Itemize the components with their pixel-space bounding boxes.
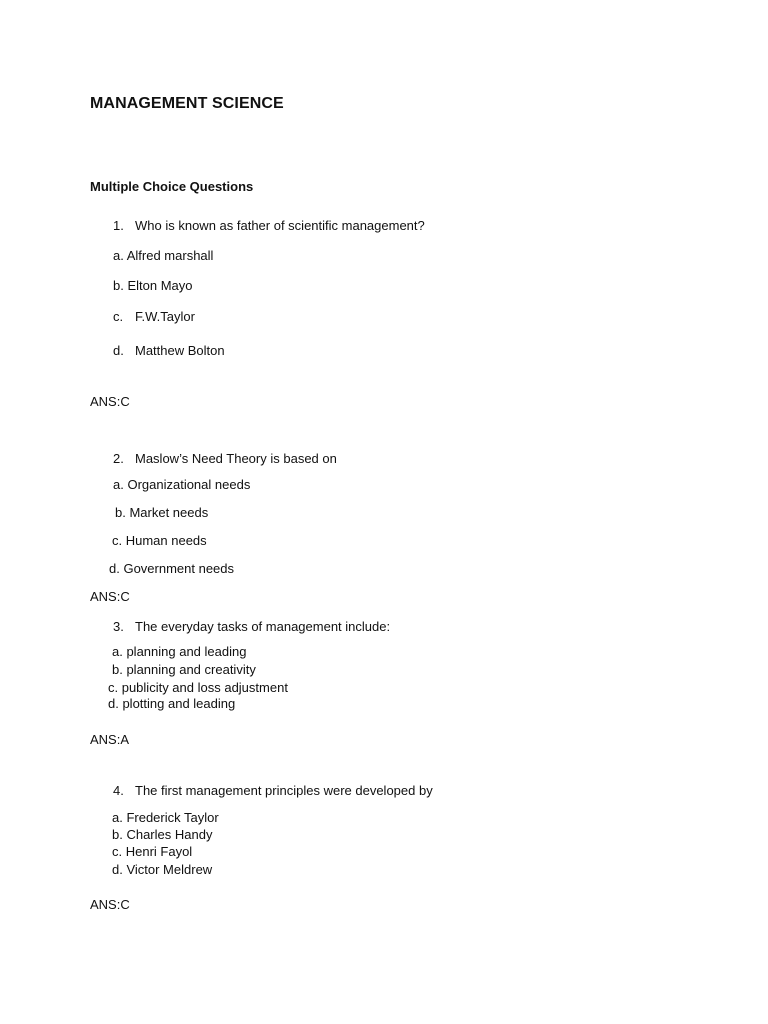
option-d: d. Government needs	[109, 561, 235, 576]
option-marker: c.	[113, 309, 124, 324]
question-number: 4.	[113, 783, 124, 798]
option-a: a. Organizational needs	[113, 477, 251, 492]
answer-2: ANS:C	[90, 589, 130, 604]
option-d: d. Victor Meldrew	[112, 862, 213, 877]
option-marker: d.	[113, 343, 124, 358]
option-a: a. Frederick Taylor	[112, 810, 219, 825]
answer-3: ANS:A	[90, 732, 130, 747]
option-b: b. planning and creativity	[112, 662, 256, 677]
option-a: a. planning and leading	[112, 644, 247, 659]
answer-1: ANS:C	[90, 394, 130, 409]
option-d: d. plotting and leading	[108, 696, 236, 711]
option-d	[113, 343, 225, 359]
question-text: The first management principles were developed by	[135, 783, 433, 798]
section-heading: Multiple Choice Questions	[90, 179, 254, 194]
question-4	[113, 783, 433, 799]
question-number: 2.	[113, 451, 124, 466]
option-c: c. Henri Fayol	[112, 844, 193, 859]
question-text: Maslow’s Need Theory is based on	[135, 451, 337, 466]
option-c: c. publicity and loss adjustment	[108, 680, 288, 695]
question-3	[113, 619, 390, 635]
option-c	[113, 309, 195, 325]
document-title: MANAGEMENT SCIENCE	[90, 95, 284, 112]
option-text: F.W.Taylor	[135, 309, 195, 324]
option-b: b. Market needs	[115, 505, 209, 520]
option-a: a. Alfred marshall	[113, 248, 214, 263]
question-2	[113, 451, 337, 467]
question-text: Who is known as father of scientific management?	[135, 218, 425, 233]
option-b: b. Charles Handy	[112, 827, 213, 842]
question-number: 3.	[113, 619, 124, 634]
question-1	[113, 218, 425, 234]
option-text: Matthew Bolton	[135, 343, 225, 358]
answer-4: ANS:C	[90, 897, 130, 912]
option-b: b. Elton Mayo	[113, 278, 193, 293]
option-c: c. Human needs	[112, 533, 207, 548]
question-text: The everyday tasks of management include:	[135, 619, 391, 634]
question-number: 1.	[113, 218, 124, 233]
